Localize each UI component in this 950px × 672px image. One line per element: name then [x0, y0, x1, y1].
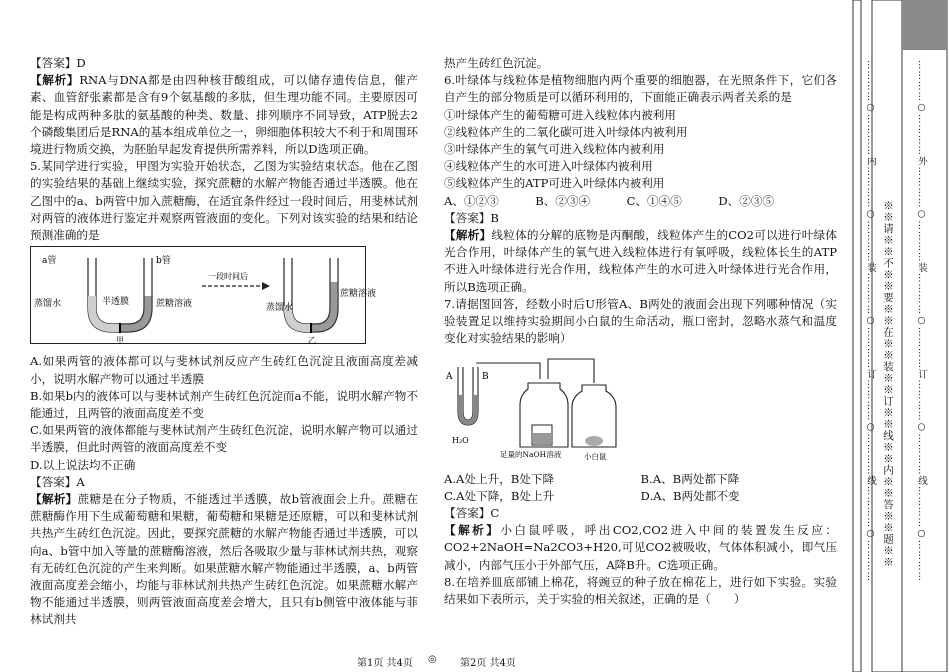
q5-explanation-text: 蔗糖是在分子物质，不能透过半透膜，故b管液面会上升。蔗糖在蔗糖酶作用下生成葡萄糖和果糖，葡萄糖和果糖是还原糖，可以和斐林试剂共热产生砖红色沉淀。因此，要探究蔗糖的水解产物能否通过半透膜，可以向a、b管中加入等量的蔗糖酶溶液，然后各吸取少量与菲林试剂共热，观察有无砖红色沉淀的产生来判断。如果蔗糖水解产物能通过半透膜，a、b两管液面高度差会缩小，均能与菲林试剂共热产生砖红色沉淀。如果蔗糖水解产物不能通过半透膜，则两管液面高度差会增大，且只有b侧管中液体能与菲林试剂共 [30, 492, 418, 627]
q5-explanation [30, 491, 418, 629]
q7-answer: 【答案】C [444, 506, 500, 521]
label-arrow: 一段时间后 [208, 272, 248, 282]
q5-stem: 5.某同学进行实验，甲图为实验开始状态，乙图为实验结束状态。他在乙图的实验结果的基础上继续实验，探究蔗糖的水解产物能否通过半透膜。他在乙图中的a、b两管中加入蔗糖酶，在适宜条件经过一段时间后，用斐林试剂对两管的液体进行鉴定并观察两管液面的变化。下列对该实验的结果和结论预测准确的是 [30, 159, 418, 243]
explanation-label: 【解析】 [444, 228, 492, 243]
page-number-1: 第1页 共4页 [357, 658, 413, 669]
q6-item-5: ⑤线粒体产生的ATP可进入叶绿体内被利用 [444, 176, 665, 191]
q6-option-c: C、①④⑤ [626, 193, 682, 208]
q6-answer: 【答案】B [444, 210, 499, 225]
q6-item-3: ③叶绿体产生的氧气可进入线粒体内被利用 [444, 142, 665, 157]
q6-option-b: B、②③④ [535, 193, 591, 208]
q4-answer: 【答案】D [30, 56, 86, 70]
u-tube-diagram [30, 246, 377, 346]
explanation-label: 【解析】 [30, 492, 78, 507]
binding-header-block [902, 0, 947, 50]
q6-item-1: ①叶绿体产生的葡萄糖可进入线粒体内被利用 [444, 107, 676, 122]
label-water: H₂O [452, 436, 469, 446]
label-a-tube: a管 [42, 256, 57, 267]
label-mouse: 小白鼠 [584, 452, 607, 462]
q7-options-row-2 [444, 488, 837, 505]
label-water-yi: 蒸馏水 [266, 303, 294, 314]
footer-separator: ◎ [428, 654, 437, 665]
q6-item-2: ②线粒体产生的二氧化碳可进入叶绿体内被利用 [444, 124, 688, 139]
q4-explanation-text: RNA与DNA都是由四种核苷酸组成，可以储存遗传信息，催产素、血管舒张素都是含有9个氨基酸的多肽，但生理功能不同。主要原因可能是构成两种多肽的氨基酸的种类、数量、排列顺序不同导致，ATP脱去2个磷酸集团后是RNA的基本组成单位之一，卵细胞体积较大不利于和周围环境进行物质交换，为胚胎早起发育提供所需养料，所以D选项正确。 [30, 73, 418, 157]
label-sucrose: 蔗糖溶液 [156, 299, 193, 310]
label-a: A [446, 372, 453, 383]
apparatus-diagram [444, 349, 644, 461]
q7-options-row-1 [444, 471, 837, 488]
q6-option-a: A、①②③ [444, 193, 499, 208]
label-water: 蒸馏水 [34, 299, 62, 310]
q7-option-b: B.A、B两处都下降 [640, 471, 740, 486]
q6-explanation-text: 线粒体的分解的底物是丙酮酸，线粒体产生的CO2可以进行叶绿体光合作用，叶绿体产生的氧气进入线粒体进行有氧呼吸，线粒体长生的ATP不进入叶绿体进行光合作用，线粒体产生的水可进入叶绿体进行光合作用，所以B选项正确。 [444, 228, 837, 294]
page-number-2: 第2页 共4页 [460, 658, 516, 669]
q5-option-a: A.如果两管的液体都可以与斐林试剂反应产生砖红色沉淀且液面高度差减小，说明水解产物可以通过半透膜 [30, 354, 418, 386]
arrow-head [262, 282, 270, 290]
tube-2 [548, 359, 594, 383]
q5-explanation-continued: 热产生砖红色沉淀。 [444, 56, 549, 70]
binding-margin [852, 0, 950, 672]
left-column [30, 55, 418, 629]
explanation-label: 【解析】 [444, 523, 501, 538]
q6-stem: 6.叶绿体与线粒体是植物细胞内两个重要的细胞器，在光照条件下，它们各自产生的部分物质是可以循环利用的，下面能正确表示两者关系的是 [444, 73, 837, 105]
label-sucrose-yi: 蔗糖溶液 [340, 289, 377, 300]
respiration-figure [444, 349, 837, 466]
manometer-liquid [458, 395, 478, 425]
binding-inner-line: …………○…………内…………○…………装…………○…………订…………○…………线…………○………… [865, 60, 876, 582]
label-b: B [482, 372, 489, 383]
q6-option-d: D、②③⑤ [718, 193, 774, 208]
q5-option-d: D.以上说法均不正确 [30, 457, 136, 472]
q7-option-d: D.A、B两处都不变 [640, 488, 740, 503]
q5-option-b: B.如果b内的液体可以与斐林试剂产生砖红色沉淀而a不能，说明水解产物不能通过，且两管的液面高度差不变 [30, 388, 418, 421]
q4-explanation [30, 72, 418, 158]
binding-inner-notice: ※※请※※不※※要※※在※※装※※订※※线※※内※※答※※题※※ [882, 200, 894, 568]
q7-option-c: C.A处下降，B处上升 [444, 488, 555, 503]
binding-edge-left [853, 0, 861, 672]
osmosis-figure [30, 246, 418, 349]
binding-outer-line: …………○…………外…………○…………装…………○…………订…………○…………线…………○………… [916, 60, 927, 582]
q6-item-4: ④线粒体产生的水可进入叶绿体内被利用 [444, 159, 653, 174]
q6-options [444, 193, 774, 210]
q7-option-a: A.A处上升，B处下降 [444, 471, 555, 486]
label-yi: 乙 [308, 336, 316, 346]
naoh-solution [533, 433, 551, 444]
q7-stem: 7.请据图回答，经数小时后U形管A、B两处的液面会出现下列哪种情况（实验装置足以维持实验期间小白鼠的生命活动，瓶口密封，忽略水蒸气和温度变化对实验结果的影响） [444, 296, 837, 346]
mouse-shape [585, 436, 603, 446]
q8-stem: 8.在培养皿底部铺上棉花，将豌豆的种子放在棉花上，进行如下实验。实验结果如下表所示，关于实验的相关叙述，正确的是（ ） [444, 574, 837, 607]
q7-explanation [444, 522, 837, 574]
label-membrane: 半透膜 [102, 297, 130, 308]
label-b-tube: b管 [156, 256, 171, 267]
label-jia: 甲 [116, 336, 124, 346]
right-column [444, 55, 837, 608]
q7-explanation-text: 小白鼠呼吸，呼出CO2,CO2进入中间的装置发生反应：CO2+2NaOH=Na2CO3+H20,可见CO2被吸收，气体体积减小，即气压减小，内部气压小于外部气压，A降B升。C选项正确。 [444, 523, 837, 572]
label-naoh: 足量的NaOH溶液 [500, 450, 562, 460]
q5-option-c: C.如果两管的液体都能与斐林试剂产生砖红色沉淀，说明水解产物可以通过半透膜，但此时两管的液面高度差不变 [30, 423, 418, 455]
explanation-label: 【解析】 [30, 73, 80, 88]
q5-answer: 【答案】A [30, 474, 85, 489]
q6-explanation [444, 227, 837, 296]
